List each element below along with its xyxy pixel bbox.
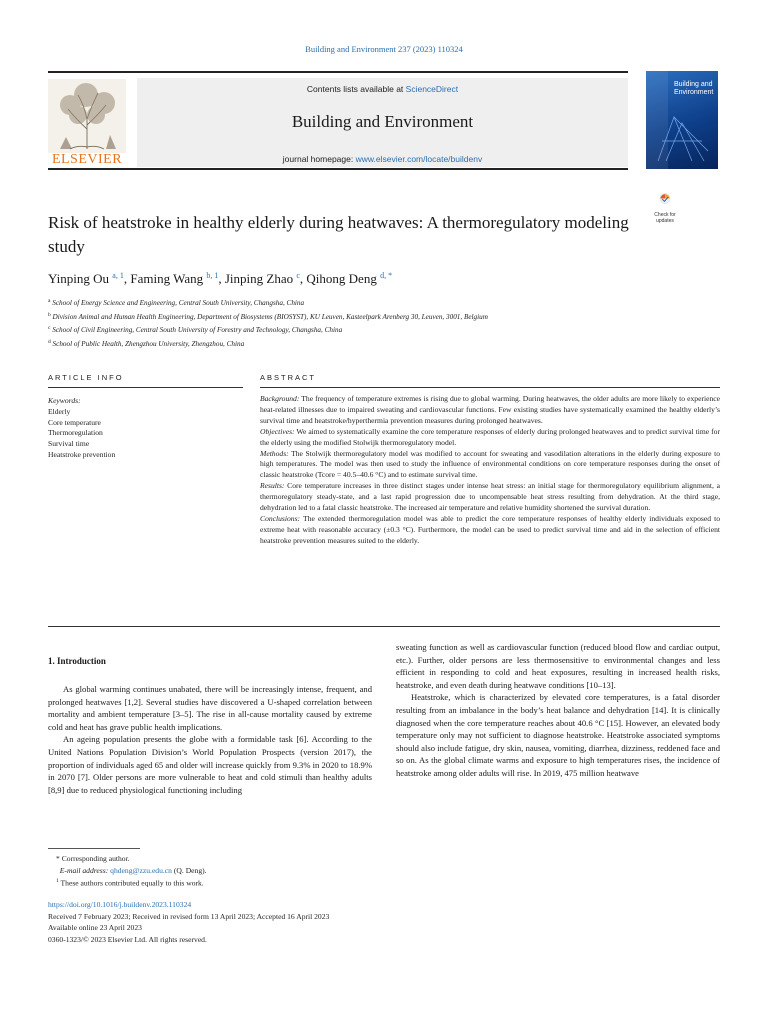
abstract-label: Results:: [260, 481, 285, 491]
keyword-item: Heatstroke prevention: [48, 449, 116, 459]
abstract-methods: [260, 449, 720, 482]
keywords-list: [48, 396, 238, 461]
author-affiliation-mark[interactable]: d, *: [380, 271, 393, 280]
author-affiliation-mark[interactable]: b, 1: [206, 271, 219, 280]
publication-info: [48, 899, 548, 945]
received-dates: Received 7 February 2023; Received in revised form 13 April 2023; Accepted 16 April 2023: [48, 911, 330, 921]
abstract-background: [260, 394, 720, 427]
sciencedirect-link[interactable]: ScienceDirect: [405, 84, 459, 94]
footnote-email: [48, 865, 448, 877]
affiliation-text: School of Civil Engineering, Central South University of Forestry and Technology, Changsha, China: [52, 326, 343, 334]
affiliation-item: [48, 337, 728, 351]
email-label: E-mail address:: [59, 865, 109, 875]
contents-line: [137, 84, 628, 94]
footnotes: [48, 853, 448, 889]
abstract-objectives: [260, 427, 720, 449]
contents-prefix: Contents lists available at: [306, 84, 406, 94]
journal-masthead: [48, 71, 628, 170]
abstract-label: Methods:: [260, 448, 289, 458]
keyword-item: Survival time: [48, 439, 90, 449]
author-affiliation-mark[interactable]: a, 1: [112, 271, 124, 280]
abstract-label: Background:: [260, 394, 300, 403]
abstract-text: Core temperature increases in three distinct stages under intense heat stress: an initial stage for thermoregulatory equilibrium alignment, a thermoregulatory steady-state, and a last rapid progression due to uncompensable heat stress resulting from dehydration. At the third stage, dehydration led to a fatal classic heatstroke. The increased air temperature and relative humidity shortened the survival duration.: [260, 481, 720, 513]
affiliation-mark: a: [48, 298, 51, 304]
email-link[interactable]: qhdeng@zzu.edu.cn: [110, 865, 172, 875]
footnote-text: These authors contributed equally to this work.: [60, 878, 204, 888]
keyword-item: Core temperature: [48, 417, 101, 427]
abstract-text: The Stolwijk thermoregulatory model was modified to account for sweating and vasodilation alterations in the elderly during exposure to high temperatures. The model was then used to study the influence of environmental conditions on core temperature responses during the onset of classic heatstroke (Tcore = 40.5–40.6 °C) and to estimate survival time.: [260, 448, 720, 480]
affiliation-item: [48, 296, 728, 310]
section-heading-introduction: 1. Introduction: [48, 656, 106, 666]
affiliation-text: Division Animal and Human Health Engineering, Department of Biosystems (BIOSYST), KU Leuven, Kasteelpark Arenberg 30, Leuven, 3001, Belgium: [52, 312, 488, 321]
abstract-text: We aimed to systematically examine the core temperature responses of elderly during prolonged heatwaves and to predict survival time for the elderly using the modified Stolwijk thermoregulatory model.: [260, 426, 720, 447]
keyword-item: Thermoregulation: [48, 428, 103, 438]
email-suffix: (Q. Deng).: [171, 865, 207, 875]
journal-title: Building and Environment: [291, 112, 474, 131]
author-name[interactable]: Qihong Deng: [306, 271, 377, 286]
cover-title: Building and Environment: [674, 81, 714, 96]
affiliation-item: [48, 323, 728, 337]
keyword-item: Elderly: [48, 406, 71, 416]
article-info-divider: [48, 387, 243, 388]
article-title: Risk of heatstroke in healthy elderly during heatwaves: A thermoregulatory modeling study: [48, 213, 629, 256]
abstract-body: [260, 394, 720, 547]
homepage-link[interactable]: www.elsevier.com/locate/buildenv: [355, 154, 483, 164]
cover-building-graphic-icon: [652, 111, 712, 163]
abstract-text: The frequency of temperature extremes is rising due to global warming. During heatwaves, the older adults are more likely to experience heat-related illnesses due to impaired sweating and cardiovascular functions. Few existing studies have systematically examined the healthy elderly’s survival time and heatstroke/hyperthermia prevention measures during prolonged heatwaves.: [260, 394, 720, 425]
affiliation-text: School of Public Health, Zhengzhou University, Zhengzhou, China: [52, 339, 245, 348]
author-name[interactable]: Faming Wang: [130, 271, 204, 286]
body-paragraph: Heatstroke, which is characterized by elevated core temperatures, is a fatal disorder resulting from an imbalance in the body’s heat balance and dehydration [14]. It is clinically diagnosed when the core temperature reaches about 40.6 °C [15]. However, an elevated body temperature only may not sufficient to diagnose heatstroke. Heatstroke associated symptoms should also include fatigue, dry skin, nausea, vomiting, diarrhea, dizziness, reddened face and so on. As the global climate warms and exposure to high temperatures rises, the incidence of heatstroke among older adults will rise. In 2019, 475 million heatwave: [396, 692, 720, 778]
doi-link[interactable]: https://doi.org/10.1016/j.buildenv.2023.110324: [48, 900, 192, 909]
footnote-equal-contribution: $^1$ These authors contributed equally to this work.: [56, 878, 204, 888]
article-info-heading: ARTICLE INFO: [48, 373, 124, 382]
abstract-results: [260, 481, 720, 514]
affiliation-text: School of Energy Science and Engineering, Central South University, Changsha, China: [52, 299, 305, 307]
abstract-conclusions: [260, 514, 720, 547]
footnote-text: Corresponding author.: [61, 854, 130, 863]
affiliation-mark: d: [48, 338, 51, 345]
body-column-right: [396, 641, 720, 780]
homepage-line: [137, 154, 628, 164]
copyright-line: 0360-1323/© 2023 Elsevier Ltd. All rights reserved.: [48, 934, 207, 944]
homepage-prefix: journal homepage:: [282, 154, 356, 164]
journal-cover-thumbnail[interactable]: [646, 71, 718, 169]
footnote-corresponding: * Corresponding author.: [56, 854, 130, 863]
abstract-label: Objectives:: [260, 426, 295, 436]
elsevier-wordmark[interactable]: ELSEVIER: [51, 152, 123, 167]
author-list: Yinping Ou $^{a, 1}$, Faming Wang $^{b, 1}$, Jinping Zhao $^c$, Qihong Deng $^{d, *}$: [48, 271, 393, 286]
footnote-divider: [48, 848, 140, 849]
journal-citation[interactable]: Building and Environment 237 (2023) 110324: [305, 44, 463, 54]
check-for-updates-icon[interactable]: [648, 193, 682, 213]
check-for-updates-label[interactable]: Check for updates: [654, 212, 676, 224]
affiliation-item: [48, 310, 728, 324]
abstract-label: Conclusions:: [260, 513, 301, 523]
affiliation-mark: b: [48, 311, 51, 318]
body-paragraph: sweating function as well as cardiovascular function (reduced blood flow and cardiac output, etc.). Further, older persons are less thermosensitive to environmental changes and less efficient in responding to cold and heat exposures, resulting in increased health risks, heatstroke, and even death during heatwave conditions [10–13].: [396, 642, 720, 690]
author-name[interactable]: Jinping Zhao: [224, 271, 294, 286]
affiliation-list: [48, 296, 728, 350]
abstract-heading: ABSTRACT: [260, 373, 317, 382]
author-name[interactable]: Yinping Ou: [48, 271, 110, 286]
available-online-date: Available online 23 April 2023: [48, 923, 142, 933]
abstract-divider: [260, 387, 720, 388]
author-affiliation-mark[interactable]: c: [296, 271, 300, 280]
abstract-text: The extended thermoregulation model was able to predict the core temperature responses of healthy elderly individuals exposed to extreme heat with reasonable accuracy (±0.3 °C). Furthermore, the model can be used to predict survival time and aid in the selection of efficient heatstroke prevention measures suited to the elderly.: [260, 513, 720, 545]
affiliation-mark: c: [48, 325, 51, 331]
keywords-label: Keywords:: [48, 396, 81, 405]
body-column-left: [48, 683, 372, 796]
masthead-box: [137, 78, 628, 167]
body-divider: [48, 626, 720, 627]
body-paragraph: As global warming continues unabated, there will be increasingly intense, frequent, and prolonged heatwaves [1,2]. Several studies have discovered a U-shaped correlation between mortality and ambient temperature [3–5]. The rise in all-cause mortality caused by extreme cold and heat has grave public health implications.: [48, 684, 372, 732]
body-paragraph: An ageing population presents the globe with a formidable task [6]. According to the United Nations Population Division’s World Population Prospects (version 2017), the proportion of individuals aged 65 and older will increase quickly from 9.3% in 2020 to 18.9% in 2070 [7]. Older persons are more vulnerable to heat and cold stimuli than healthy adults [8,9] due to reduced physiological functioning including: [48, 734, 372, 795]
